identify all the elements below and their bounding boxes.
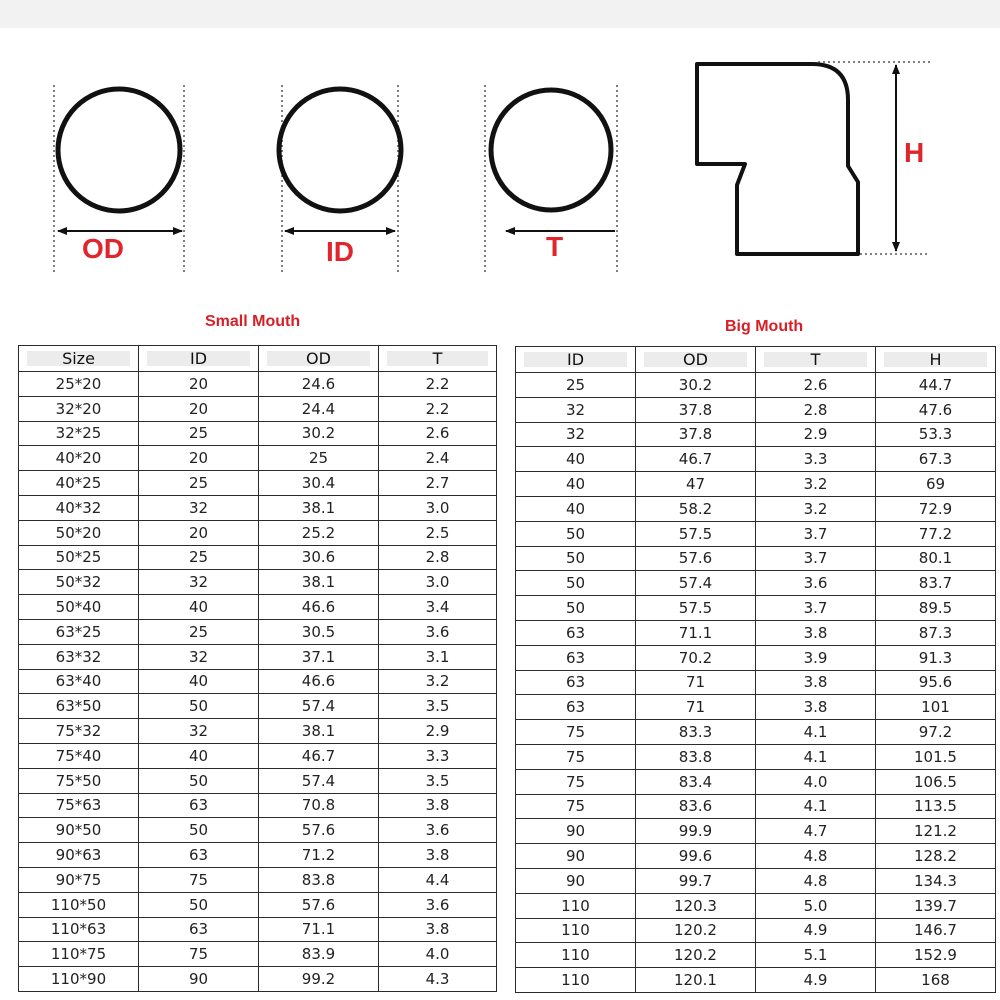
table-cell: 3.6: [379, 892, 497, 917]
table-cell: 2.8: [756, 397, 876, 422]
table-cell: 110: [516, 893, 636, 918]
table-cell: 30.2: [636, 373, 756, 398]
table-cell: 2.6: [756, 373, 876, 398]
table-cell: 2.6: [379, 421, 497, 446]
table-row: [516, 943, 996, 968]
table-cell: 50*40: [19, 595, 139, 620]
table-row: [19, 446, 497, 471]
table-cell: 83.9: [259, 942, 379, 967]
table-row: [19, 570, 497, 595]
table-cell: 3.8: [756, 620, 876, 645]
elbow-figure: [697, 62, 930, 254]
table-cell: 72.9: [876, 496, 996, 521]
table-row: [516, 422, 996, 447]
table-cell: 30.6: [259, 545, 379, 570]
table-cell: 20: [139, 446, 259, 471]
table-cell: 4.0: [379, 942, 497, 967]
table-cell: 83.6: [636, 794, 756, 819]
table-cell: 110*50: [19, 892, 139, 917]
column-header-label: OD: [644, 352, 746, 367]
column-header: [139, 346, 259, 372]
elbow-outline: [697, 64, 858, 254]
table-cell: 75: [516, 720, 636, 745]
table-cell: 110: [516, 968, 636, 993]
table-cell: 50: [516, 521, 636, 546]
table-cell: 110: [516, 943, 636, 968]
table-cell: 50: [139, 694, 259, 719]
table-cell: 90: [516, 868, 636, 893]
table-cell: 99.7: [636, 868, 756, 893]
table-cell: 63*32: [19, 644, 139, 669]
table-cell: 90: [139, 967, 259, 992]
table-row: [516, 596, 996, 621]
table-cell: 75: [516, 769, 636, 794]
table-row: [516, 695, 996, 720]
table-cell: 32*25: [19, 421, 139, 446]
table-cell: 2.5: [379, 520, 497, 545]
table-cell: 32: [516, 397, 636, 422]
table-row: [19, 694, 497, 719]
table-cell: 87.3: [876, 620, 996, 645]
table-cell: 4.1: [756, 794, 876, 819]
table-row: [516, 546, 996, 571]
table-row: [19, 867, 497, 892]
column-header: [636, 347, 756, 373]
table-cell: 47.6: [876, 397, 996, 422]
table-cell: 3.7: [756, 521, 876, 546]
table-cell: 4.7: [756, 819, 876, 844]
table-cell: 101: [876, 695, 996, 720]
id-label: ID: [326, 236, 354, 267]
table-cell: 3.3: [756, 447, 876, 472]
table-cell: 63: [516, 645, 636, 670]
column-header: [756, 347, 876, 373]
table-header-row: [516, 347, 996, 373]
table-row: [19, 942, 497, 967]
table-cell: 50*20: [19, 520, 139, 545]
table-cell: 2.2: [379, 396, 497, 421]
table-cell: 3.1: [379, 644, 497, 669]
table-header-row: [19, 346, 497, 372]
table-cell: 99.9: [636, 819, 756, 844]
table-cell: 99.2: [259, 967, 379, 992]
table-cell: 38.1: [259, 495, 379, 520]
t-label: T: [546, 231, 564, 262]
table-cell: 3.2: [756, 496, 876, 521]
table-cell: 25: [139, 471, 259, 496]
table-cell: 121.2: [876, 819, 996, 844]
t-circle: [491, 90, 611, 210]
table-cell: 57.6: [636, 546, 756, 571]
table-cell: 50: [516, 596, 636, 621]
table-cell: 50: [139, 892, 259, 917]
table-cell: 120.2: [636, 943, 756, 968]
table-cell: 120.2: [636, 918, 756, 943]
table-cell: 50*25: [19, 545, 139, 570]
table-cell: 40*25: [19, 471, 139, 496]
table-cell: 37.8: [636, 422, 756, 447]
table-cell: 3.6: [756, 571, 876, 596]
table-cell: 77.2: [876, 521, 996, 546]
table-cell: 57.4: [636, 571, 756, 596]
table-cell: 71.2: [259, 843, 379, 868]
table-cell: 63: [516, 620, 636, 645]
table-cell: 38.1: [259, 719, 379, 744]
table-cell: 110*90: [19, 967, 139, 992]
table-cell: 71.1: [259, 917, 379, 942]
table-cell: 90: [516, 819, 636, 844]
table-cell: 58.2: [636, 496, 756, 521]
table-cell: 83.8: [259, 867, 379, 892]
table-cell: 90*63: [19, 843, 139, 868]
table-cell: 57.5: [636, 521, 756, 546]
table-cell: 63: [139, 793, 259, 818]
table-row: [19, 421, 497, 446]
table-cell: 95.6: [876, 670, 996, 695]
table-cell: 63: [516, 670, 636, 695]
table-cell: 57.4: [259, 694, 379, 719]
table-cell: 3.8: [379, 793, 497, 818]
table-row: [516, 720, 996, 745]
table-cell: 2.4: [379, 446, 497, 471]
table-cell: 3.7: [756, 596, 876, 621]
table-cell: 50: [516, 546, 636, 571]
table-cell: 50*32: [19, 570, 139, 595]
column-header: [516, 347, 636, 373]
table-cell: 57.6: [259, 818, 379, 843]
dimension-diagram: [0, 0, 1000, 300]
table-cell: 25: [139, 619, 259, 644]
table-cell: 25*20: [19, 372, 139, 397]
table-row: [516, 373, 996, 398]
table-cell: 40: [516, 472, 636, 497]
table-cell: 20: [139, 520, 259, 545]
column-header-label: OD: [267, 351, 369, 366]
table-row: [19, 644, 497, 669]
table-cell: 75*32: [19, 719, 139, 744]
table-cell: 152.9: [876, 943, 996, 968]
table-cell: 25: [516, 373, 636, 398]
column-header-label: Size: [27, 351, 129, 366]
column-header: [876, 347, 996, 373]
table-cell: 67.3: [876, 447, 996, 472]
table-cell: 24.4: [259, 396, 379, 421]
table-cell: 25.2: [259, 520, 379, 545]
table-cell: 91.3: [876, 645, 996, 670]
table-cell: 83.7: [876, 571, 996, 596]
table-cell: 63: [139, 917, 259, 942]
table-cell: 5.0: [756, 893, 876, 918]
table-row: [19, 892, 497, 917]
table-cell: 46.6: [259, 595, 379, 620]
table-cell: 120.1: [636, 968, 756, 993]
table-cell: 75: [139, 867, 259, 892]
table-cell: 30.5: [259, 619, 379, 644]
table-cell: 3.0: [379, 570, 497, 595]
table-cell: 83.8: [636, 744, 756, 769]
table-cell: 71.1: [636, 620, 756, 645]
big-mouth-title: Big Mouth: [725, 318, 804, 335]
column-header: [379, 346, 497, 372]
table-cell: 40: [139, 669, 259, 694]
table-row: [516, 645, 996, 670]
table-row: [19, 372, 497, 397]
table-cell: 30.4: [259, 471, 379, 496]
table-cell: 3.6: [379, 818, 497, 843]
table-cell: 40: [516, 447, 636, 472]
table-cell: 110*63: [19, 917, 139, 942]
table-cell: 69: [876, 472, 996, 497]
table-cell: 75: [516, 794, 636, 819]
table-row: [19, 719, 497, 744]
table-row: [19, 595, 497, 620]
table-row: [19, 495, 497, 520]
table-cell: 2.8: [379, 545, 497, 570]
table-cell: 32: [139, 644, 259, 669]
column-header-label: ID: [147, 351, 249, 366]
h-label: H: [904, 137, 925, 168]
column-header-label: ID: [524, 352, 626, 367]
table-row: [516, 868, 996, 893]
od-circle: [58, 89, 180, 211]
table-cell: 3.0: [379, 495, 497, 520]
table-cell: 63: [139, 843, 259, 868]
table-cell: 3.3: [379, 743, 497, 768]
table-cell: 4.4: [379, 867, 497, 892]
table-cell: 20: [139, 396, 259, 421]
table-cell: 101.5: [876, 744, 996, 769]
table-cell: 2.2: [379, 372, 497, 397]
table-cell: 32: [139, 719, 259, 744]
table-row: [516, 571, 996, 596]
table-cell: 57.4: [259, 768, 379, 793]
table-row: [19, 471, 497, 496]
table-cell: 40*32: [19, 495, 139, 520]
table-cell: 4.8: [756, 844, 876, 869]
table-row: [516, 397, 996, 422]
table-cell: 120.3: [636, 893, 756, 918]
table-cell: 25: [139, 545, 259, 570]
table-cell: 50: [139, 818, 259, 843]
table-cell: 57.5: [636, 596, 756, 621]
table-row: [516, 918, 996, 943]
table-cell: 89.5: [876, 596, 996, 621]
big-mouth-table: [515, 346, 996, 993]
table-row: [516, 844, 996, 869]
table-row: [516, 447, 996, 472]
table-cell: 139.7: [876, 893, 996, 918]
table-cell: 3.6: [379, 619, 497, 644]
table-cell: 63*50: [19, 694, 139, 719]
table-cell: 3.8: [756, 695, 876, 720]
table-cell: 50: [139, 768, 259, 793]
table-cell: 97.2: [876, 720, 996, 745]
table-cell: 3.7: [756, 546, 876, 571]
column-header-label: T: [764, 352, 866, 367]
table-row: [19, 520, 497, 545]
table-cell: 3.8: [379, 917, 497, 942]
table-cell: 63*40: [19, 669, 139, 694]
table-cell: 90*50: [19, 818, 139, 843]
table-cell: 32*20: [19, 396, 139, 421]
id-circle: [279, 89, 401, 211]
column-header-label: H: [884, 352, 986, 367]
table-row: [19, 669, 497, 694]
table-cell: 40*20: [19, 446, 139, 471]
table-cell: 3.8: [379, 843, 497, 868]
table-row: [19, 843, 497, 868]
table-cell: 4.1: [756, 720, 876, 745]
table-row: [516, 472, 996, 497]
table-cell: 4.9: [756, 918, 876, 943]
table-cell: 75: [516, 744, 636, 769]
table-cell: 4.1: [756, 744, 876, 769]
table-cell: 46.7: [259, 743, 379, 768]
table-cell: 63: [516, 695, 636, 720]
table-cell: 32: [139, 570, 259, 595]
table-cell: 38.1: [259, 570, 379, 595]
table-row: [19, 396, 497, 421]
table-row: [516, 521, 996, 546]
table-row: [516, 496, 996, 521]
table-row: [516, 968, 996, 993]
small-mouth-table: [18, 345, 497, 992]
table-cell: 32: [516, 422, 636, 447]
table-cell: 71: [636, 695, 756, 720]
table-cell: 47: [636, 472, 756, 497]
table-row: [516, 794, 996, 819]
table-cell: 83.3: [636, 720, 756, 745]
table-cell: 134.3: [876, 868, 996, 893]
table-cell: 83.4: [636, 769, 756, 794]
table-cell: 3.2: [379, 669, 497, 694]
table-cell: 3.2: [756, 472, 876, 497]
column-header-label: T: [387, 351, 488, 366]
table-cell: 3.9: [756, 645, 876, 670]
table-cell: 5.1: [756, 943, 876, 968]
table-cell: 90: [516, 844, 636, 869]
table-cell: 30.2: [259, 421, 379, 446]
table-cell: 70.2: [636, 645, 756, 670]
table-cell: 4.3: [379, 967, 497, 992]
table-cell: 99.6: [636, 844, 756, 869]
table-row: [516, 819, 996, 844]
table-cell: 3.8: [756, 670, 876, 695]
table-cell: 146.7: [876, 918, 996, 943]
table-cell: 46.7: [636, 447, 756, 472]
table-cell: 3.5: [379, 694, 497, 719]
table-cell: 110: [516, 918, 636, 943]
table-cell: 90*75: [19, 867, 139, 892]
table-row: [516, 670, 996, 695]
table-cell: 40: [139, 743, 259, 768]
table-cell: 4.8: [756, 868, 876, 893]
table-row: [19, 619, 497, 644]
table-cell: 24.6: [259, 372, 379, 397]
table-cell: 3.5: [379, 768, 497, 793]
table-cell: 75*63: [19, 793, 139, 818]
table-cell: 46.6: [259, 669, 379, 694]
od-label: OD: [82, 233, 124, 264]
table-cell: 80.1: [876, 546, 996, 571]
table-row: [516, 620, 996, 645]
column-header: [19, 346, 139, 372]
table-cell: 106.5: [876, 769, 996, 794]
table-cell: 20: [139, 372, 259, 397]
table-row: [516, 769, 996, 794]
table-cell: 25: [139, 421, 259, 446]
table-cell: 128.2: [876, 844, 996, 869]
table-cell: 32: [139, 495, 259, 520]
table-cell: 57.6: [259, 892, 379, 917]
table-cell: 40: [516, 496, 636, 521]
table-row: [19, 967, 497, 992]
table-cell: 2.9: [756, 422, 876, 447]
table-cell: 4.9: [756, 968, 876, 993]
table-cell: 44.7: [876, 373, 996, 398]
table-cell: 4.0: [756, 769, 876, 794]
table-cell: 40: [139, 595, 259, 620]
table-cell: 2.7: [379, 471, 497, 496]
table-cell: 75*40: [19, 743, 139, 768]
table-cell: 168: [876, 968, 996, 993]
table-row: [19, 917, 497, 942]
table-row: [516, 893, 996, 918]
table-cell: 25: [259, 446, 379, 471]
table-row: [19, 545, 497, 570]
table-row: [19, 743, 497, 768]
table-cell: 50: [516, 571, 636, 596]
table-cell: 113.5: [876, 794, 996, 819]
table-row: [19, 768, 497, 793]
column-header: [259, 346, 379, 372]
small-mouth-title: Small Mouth: [205, 313, 301, 330]
table-cell: 71: [636, 670, 756, 695]
table-cell: 2.9: [379, 719, 497, 744]
table-cell: 110*75: [19, 942, 139, 967]
table-cell: 63*25: [19, 619, 139, 644]
table-cell: 37.8: [636, 397, 756, 422]
table-cell: 75*50: [19, 768, 139, 793]
table-row: [19, 793, 497, 818]
table-cell: 37.1: [259, 644, 379, 669]
table-cell: 3.4: [379, 595, 497, 620]
table-cell: 70.8: [259, 793, 379, 818]
table-row: [516, 744, 996, 769]
table-cell: 53.3: [876, 422, 996, 447]
table-row: [19, 818, 497, 843]
table-cell: 75: [139, 942, 259, 967]
